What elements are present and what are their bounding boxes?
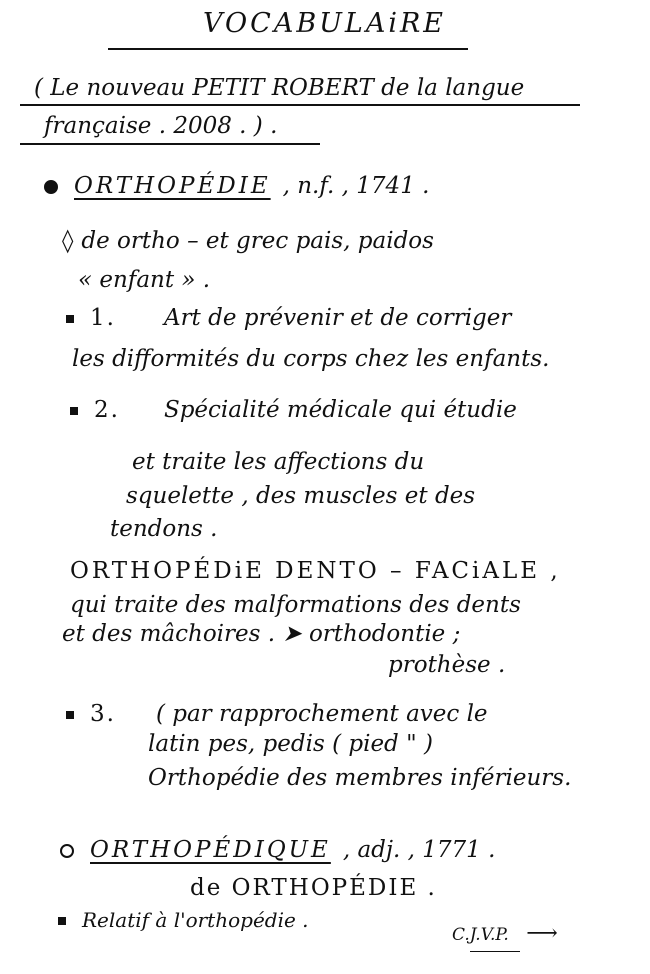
entry1-headword: ORTHOPÉDIE [74, 173, 271, 199]
entry2-definition-line [58, 906, 309, 934]
bullet-square-icon [66, 315, 74, 323]
entry2-grammar: , adj. , 1771 . [342, 837, 496, 863]
bullet-square-icon [58, 917, 66, 925]
bullet-circle-icon [44, 180, 58, 194]
entry2-headword: ORTHOPÉDIQUE [90, 837, 331, 863]
sense3-line-1 [66, 700, 488, 728]
sense3-number: 3. [90, 701, 116, 727]
sense3-text-1: ( par rapprochement avec le [155, 701, 488, 727]
sense2-line-4: tendons . [110, 516, 218, 542]
sense2-line-1 [70, 396, 517, 424]
sense2-line-3: squelette , des muscles et des [126, 483, 476, 509]
etymology-text-1: de ortho – et grec pais, paidos [81, 228, 434, 254]
subentry-line-1: qui traite des malformations des dents [70, 592, 521, 618]
page-title: VOCABULAiRE [203, 8, 447, 39]
entry2-derivation: de ORTHOPÉDIE . [190, 875, 437, 901]
sense3-line-2: latin pes, pedis ( pied " ) [148, 731, 433, 757]
bullet-square-icon [66, 711, 74, 719]
bullet-circle-icon [60, 844, 74, 858]
sense1-line-1 [66, 304, 511, 332]
sense3-line-3: Orthopédie des membres inférieurs. [148, 765, 572, 791]
subentry-line-2: et des mâchoires . ➤ orthodontie ; [62, 621, 461, 647]
signature-initials: C.J.V.P. [452, 925, 509, 945]
bullet-square-icon [70, 407, 78, 415]
source-line-1: ( Le nouveau PETIT ROBERT de la langue [34, 75, 525, 101]
entry2-header [60, 836, 495, 864]
subentry-line-3: prothèse . [388, 652, 506, 678]
subentry-heading: ORTHOPÉDiE DENTO – FACiALE , [70, 558, 561, 584]
signature-underline [470, 951, 520, 952]
sense2-line-2: et traite les affections du [132, 449, 425, 475]
entry1-grammar: , n.f. , 1741 . [282, 173, 430, 199]
sense2-text-1: Spécialité médicale qui étudie [163, 397, 517, 423]
entry2-definition: Relatif à l'orthopédie . [82, 908, 309, 932]
sense1-line-2: les difformités du corps chez les enfants. [72, 346, 550, 372]
arrow-right-icon: ⟶ [526, 921, 558, 946]
sense2-number: 2. [94, 397, 120, 423]
entry1-header [44, 172, 429, 200]
title-underline [108, 48, 468, 50]
sense1-text-1: Art de prévenir et de corriger [163, 305, 512, 331]
source-line-2: française . 2008 . ) . [44, 113, 278, 139]
sense1-number: 1. [90, 305, 116, 331]
etymology-line-2: « enfant » . [78, 267, 211, 293]
signature [452, 920, 558, 949]
etymology-line-1 [62, 227, 434, 255]
source-underline-1 [20, 104, 580, 106]
source-underline-2 [20, 143, 320, 145]
diamond-icon: ◊ [62, 228, 74, 254]
